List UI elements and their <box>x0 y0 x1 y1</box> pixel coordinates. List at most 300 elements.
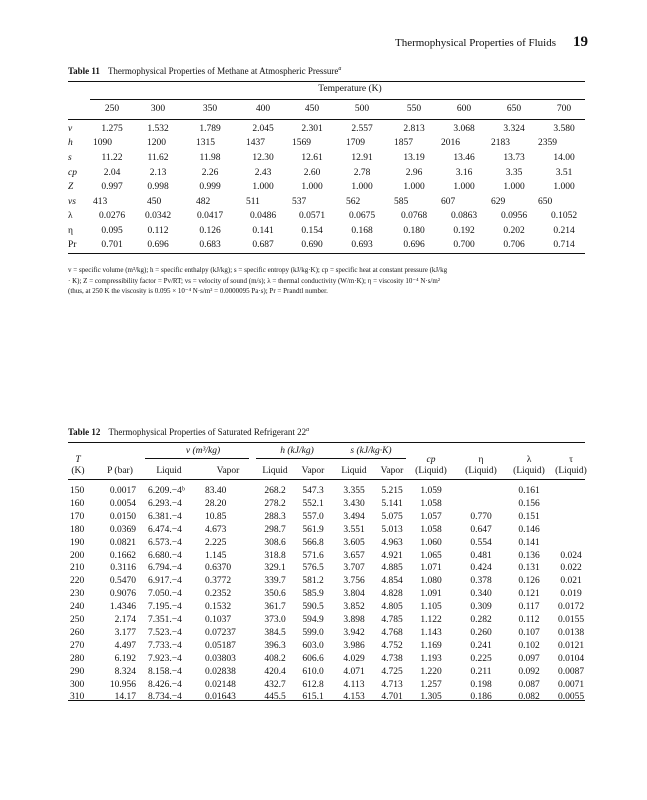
table-cell: 300 <box>70 679 85 690</box>
table-cell: 0.696 <box>147 240 169 250</box>
table-cell: 0.0150 <box>109 511 136 522</box>
table-cell: 4.854 <box>381 576 403 587</box>
table-cell: 160 <box>70 498 85 509</box>
table-cell: 14.00 <box>553 153 575 163</box>
table11-header-rule <box>68 119 585 120</box>
table-cell: 11.98 <box>199 153 221 163</box>
table-cell: 0.202 <box>503 226 525 236</box>
table-cell: 0.481 <box>470 550 492 561</box>
table-cell: 615.1 <box>302 692 324 703</box>
table-cell: 2016 <box>441 138 460 148</box>
table-cell: 3.16 <box>455 168 473 178</box>
table11-footnote-mark: a <box>338 66 342 72</box>
table-cell: 150 <box>70 486 85 496</box>
table-cell: 5.141 <box>381 498 403 509</box>
table-cell: 8.426.−4 <box>148 679 182 690</box>
table-cell: 361.7 <box>264 602 286 613</box>
table-cell: 310 <box>70 692 85 703</box>
header-eta-liquid: (Liquid) <box>465 466 497 476</box>
table-cell: 1.143 <box>420 627 442 638</box>
table-cell: 1.091 <box>420 589 442 600</box>
table-cell: 10.956 <box>109 679 136 690</box>
table-cell: 278.2 <box>264 498 286 509</box>
table-cell: 0.0369 <box>109 524 136 535</box>
table-cell: 0.3116 <box>110 563 136 574</box>
table-cell: 1.305 <box>420 692 442 703</box>
table-cell: 220 <box>70 576 85 587</box>
table12-caption <box>68 427 309 437</box>
table-cell: 3.942 <box>343 627 365 638</box>
table-cell: 552.1 <box>302 498 324 509</box>
table-cell: 280 <box>70 653 85 664</box>
table-cell: 0.154 <box>301 226 323 236</box>
table-cell: 0.1532 <box>205 602 232 613</box>
table-cell: 0.554 <box>470 537 492 548</box>
table-cell: 2.225 <box>205 537 227 548</box>
table-cell: 2.96 <box>405 168 423 178</box>
table-cell: 599.0 <box>302 627 324 638</box>
table-cell: 3.068 <box>453 124 475 134</box>
table-cell: 0.121 <box>518 589 540 600</box>
table12-title: Thermophysical Properties of Saturated Refrigerant 22 <box>108 427 307 437</box>
table-cell: 4.153 <box>343 692 365 703</box>
table-cell: 396.3 <box>264 640 286 651</box>
table-cell: 13.73 <box>503 153 525 163</box>
table-cell: 650 <box>538 197 553 207</box>
table-cell: 2.174 <box>114 615 136 625</box>
table-cell: 170 <box>70 511 85 522</box>
header-h-liquid: Liquid <box>262 466 288 476</box>
table-cell: 585 <box>394 197 409 207</box>
table-cell: 1.057 <box>420 511 442 522</box>
table-cell: 0.225 <box>470 653 492 664</box>
table-cell: 0.0675 <box>348 211 376 221</box>
table-cell: 629 <box>491 197 506 207</box>
header-s-liquid: Liquid <box>341 466 367 476</box>
table-cell: 11.62 <box>147 153 169 163</box>
table-cell: 571.6 <box>302 550 324 561</box>
table-cell: 2.557 <box>351 124 373 134</box>
table-cell: 557.0 <box>302 511 324 522</box>
table-cell: 240 <box>70 602 85 613</box>
table-cell: 4.768 <box>381 627 403 638</box>
table-cell: 12.91 <box>351 153 373 163</box>
table-cell: 0.07237 <box>205 627 236 638</box>
table-cell: 4.725 <box>381 666 403 677</box>
table-cell: 0.693 <box>351 240 373 250</box>
table-cell: 0.696 <box>403 240 425 250</box>
table11-group-rule <box>90 99 585 100</box>
table-cell: 1.065 <box>420 550 442 561</box>
table-cell: 3.35 <box>505 168 523 178</box>
table-cell: 7.050.−4 <box>148 589 182 600</box>
table-cell: 1.532 <box>147 124 169 134</box>
table-cell: 0.0571 <box>298 211 326 221</box>
table-cell: 585.9 <box>302 589 324 600</box>
table-cell: 8.734.−4 <box>148 692 182 703</box>
table-cell: 1.4346 <box>109 602 136 613</box>
table-cell: 0.714 <box>553 240 575 250</box>
table-cell: 0.998 <box>147 182 169 192</box>
table-cell: 607 <box>441 197 456 207</box>
table11-caption <box>68 66 341 76</box>
footnote-line: (thus, at 250 K the viscosity is 0.095 × 10⁻⁴ N·s/m² = 0.0000095 Pa·s); Pr = Prandtl number. <box>68 287 328 295</box>
table-cell: 8.324 <box>114 666 136 677</box>
table12-footnote-mark: a <box>306 427 310 433</box>
table-cell: 5.075 <box>381 511 403 522</box>
table-cell: 180 <box>70 524 85 535</box>
table-cell: 373.0 <box>264 615 286 625</box>
table-cell: 1.080 <box>420 576 442 587</box>
table-cell: 4.963 <box>381 537 403 548</box>
table-cell: 0.198 <box>470 679 492 690</box>
table-cell: 1.000 <box>553 182 575 192</box>
table-cell: 1.060 <box>420 537 442 548</box>
table-cell: 0.02838 <box>205 666 236 677</box>
table-cell: 200 <box>70 550 85 561</box>
table-cell: 6.293.−4 <box>148 498 182 509</box>
table-cell: 3.551 <box>343 524 365 535</box>
table-cell: 7.923.−4 <box>148 653 182 664</box>
header-cp-liquid: (Liquid) <box>415 466 447 476</box>
table-cell: 6.474.−4 <box>148 524 182 535</box>
table-cell: 1315 <box>196 138 215 148</box>
table-cell: 288.3 <box>264 511 286 522</box>
table-cell: 0.05187 <box>205 640 236 651</box>
table-cell: 12.30 <box>252 153 274 163</box>
table-cell: 0.706 <box>503 240 525 250</box>
table-cell: 0.102 <box>518 640 540 651</box>
table-cell: 0.647 <box>470 524 492 535</box>
table-cell: 1.257 <box>420 679 442 690</box>
table-cell: 1.275 <box>101 124 123 134</box>
table-cell: 3.657 <box>343 550 365 561</box>
table-cell: 290 <box>70 666 85 677</box>
table-cell: 329.1 <box>264 563 286 574</box>
table-cell: 0.112 <box>147 226 169 236</box>
table-cell: 6.573.−4 <box>148 537 182 548</box>
table-cell: 547.3 <box>302 486 324 496</box>
table-cell: 594.9 <box>302 615 324 625</box>
table-cell: 4.738 <box>381 653 403 664</box>
table-cell: 0.024 <box>560 550 582 561</box>
temperature-header: 250 <box>104 104 120 114</box>
table-cell: 0.0121 <box>557 640 585 651</box>
row-symbol: vs <box>68 197 76 207</box>
table11-label: Table 11 <box>68 66 100 76</box>
table-cell: 6.209.−4ᵇ <box>148 486 185 496</box>
table11-bottom-rule <box>68 253 585 254</box>
table-cell: 0.0017 <box>109 486 136 496</box>
table-cell: 0.211 <box>470 666 492 677</box>
table-cell: 0.0863 <box>450 211 478 221</box>
row-symbol: Z <box>68 182 74 192</box>
page-number: 19 <box>573 34 588 50</box>
temperature-header: 700 <box>556 104 572 114</box>
table-cell: 0.997 <box>101 182 123 192</box>
table-cell: 4.885 <box>381 563 403 574</box>
table-cell: 339.7 <box>264 576 286 587</box>
table-cell: 0.0172 <box>557 602 585 613</box>
table-cell: 3.605 <box>343 537 365 548</box>
table-cell: 4.805 <box>381 602 403 613</box>
table-cell: 4.921 <box>381 550 403 561</box>
table-cell: 0.156 <box>518 498 540 509</box>
table-cell: 0.01643 <box>205 692 236 703</box>
table-cell: 0.136 <box>518 550 540 561</box>
table-cell: 2.04 <box>103 168 121 178</box>
table-cell: 0.0155 <box>557 615 585 625</box>
table-cell: 5.215 <box>381 486 403 496</box>
table11-title: Thermophysical Properties of Methane at Atmospheric Pressure <box>107 66 339 76</box>
table-cell: 4.029 <box>343 653 365 664</box>
table-cell: 610.0 <box>302 666 324 677</box>
table-cell: 6.794.−4 <box>148 563 182 574</box>
group-rule-h <box>256 458 336 459</box>
table-cell: 3.986 <box>343 640 365 651</box>
table-cell: 0.097 <box>518 653 540 664</box>
table-cell: 0.192 <box>453 226 475 236</box>
table-cell: 268.2 <box>264 486 286 496</box>
table-cell: 0.161 <box>518 486 540 496</box>
table-cell: 1.789 <box>199 124 221 134</box>
table-cell: 1.193 <box>420 653 442 664</box>
table-cell: 0.6370 <box>205 563 232 574</box>
table-cell: 5.013 <box>381 524 403 535</box>
table-cell: 3.355 <box>343 486 365 496</box>
row-symbol: Pr <box>68 240 77 250</box>
table-cell: 1.000 <box>403 182 425 192</box>
table-cell: 3.177 <box>114 627 136 638</box>
table-cell: 3.804 <box>343 589 365 600</box>
table-cell: 230 <box>70 589 85 600</box>
table-cell: 0.021 <box>560 576 582 587</box>
temperature-header: 650 <box>506 104 522 114</box>
table-cell: 6.917.−4 <box>148 576 182 587</box>
row-symbol: cp <box>68 168 77 178</box>
table-cell: 1437 <box>246 138 265 148</box>
table-cell: 0.117 <box>518 602 540 613</box>
table-cell: 0.687 <box>252 240 274 250</box>
table-cell: 0.0054 <box>109 498 136 509</box>
temperature-header: 550 <box>406 104 422 114</box>
table-cell: 445.5 <box>264 692 286 703</box>
table-cell: 0.0486 <box>249 211 277 221</box>
table-cell: 482 <box>196 197 211 207</box>
table-cell: 1.000 <box>503 182 525 192</box>
table-cell: 4.785 <box>381 615 403 625</box>
table-cell: 1709 <box>346 138 365 148</box>
table-cell: 0.0821 <box>109 537 136 548</box>
temperature-header: 350 <box>202 104 218 114</box>
table-cell: 0.0104 <box>557 653 585 664</box>
footnote-line: v = specific volume (m³/kg); h = specific enthalpy (kJ/kg); s = specific entropy (kJ/kg·K); cp = specific heat at constant pressure (kJ/kg <box>68 266 448 274</box>
row-symbol: s <box>68 153 72 163</box>
table-cell: 3.494 <box>343 511 365 522</box>
table-cell: 270 <box>70 640 85 651</box>
table-cell: 562 <box>346 197 361 207</box>
table-cell: 6.680.−4 <box>148 550 182 561</box>
header-cp: cp <box>426 455 436 465</box>
table-cell: 0.683 <box>199 240 221 250</box>
group-rule-v <box>145 458 249 459</box>
table-cell: 0.019 <box>560 589 582 600</box>
table-cell: 2.60 <box>303 168 321 178</box>
table11-group-header: Temperature (K) <box>318 84 382 94</box>
table-cell: 0.260 <box>470 627 492 638</box>
table-cell: 2.13 <box>149 168 167 178</box>
footnote-line: · K); Z = compressibility factor = Pv/RT; vs = velocity of sound (m/s); λ = thermal conductivity (W/m·K); η = viscosity 10⁻⁴ N·s/m² <box>68 276 440 285</box>
table-cell: 413 <box>93 197 108 207</box>
table-cell: 260 <box>70 627 85 638</box>
table-cell: 561.9 <box>302 524 324 535</box>
table-cell: 11.22 <box>101 153 123 163</box>
table-cell: 2.43 <box>254 168 272 178</box>
table-cell: 0.999 <box>199 182 221 192</box>
table-cell: 0.131 <box>518 563 540 574</box>
table-cell: 3.756 <box>343 576 365 587</box>
table-cell: 0.9076 <box>109 589 136 600</box>
table-cell: 2.045 <box>252 124 274 134</box>
temperature-header: 600 <box>456 104 472 114</box>
table11-footnote <box>68 265 585 297</box>
table-cell: 4.113 <box>343 679 365 690</box>
table-cell: 83.40 <box>205 486 227 496</box>
table-cell: 1.105 <box>420 602 442 613</box>
table-cell: 0.340 <box>470 589 492 600</box>
table-cell: 318.8 <box>264 550 286 561</box>
table-cell: 0.180 <box>403 226 425 236</box>
running-title: Thermophysical Properties of Fluids <box>394 37 556 49</box>
table-cell: 7.733.−4 <box>148 640 182 651</box>
table-cell: 1857 <box>394 138 413 148</box>
table-cell: 10.85 <box>205 511 227 522</box>
table-cell: 0.214 <box>553 226 575 236</box>
table-cell: 4.497 <box>114 640 136 651</box>
table-cell: 1200 <box>147 138 166 148</box>
table-cell: 0.241 <box>470 640 492 651</box>
table-cell: 612.8 <box>302 679 324 690</box>
table-cell: 2.78 <box>353 168 371 178</box>
table-cell: 0.168 <box>351 226 373 236</box>
table-cell: 6.192 <box>114 653 136 664</box>
table-cell: 3.852 <box>343 602 365 613</box>
table-cell: 1.000 <box>453 182 475 192</box>
table-cell: 0.095 <box>101 226 123 236</box>
header-tau: τ <box>569 455 573 465</box>
table-cell: 0.112 <box>518 615 540 625</box>
table-cell: 1.122 <box>420 615 442 625</box>
table-cell: 0.022 <box>560 563 582 574</box>
table-cell: 14.17 <box>114 692 136 703</box>
row-symbol: h <box>68 138 73 148</box>
table-cell: 0.126 <box>518 576 540 587</box>
temperature-header: 500 <box>354 104 370 114</box>
table-cell: 408.2 <box>264 653 286 664</box>
group-rule-s <box>336 458 406 459</box>
table-cell: 0.092 <box>518 666 540 677</box>
table-cell: 0.0071 <box>557 679 585 690</box>
table12-label: Table 12 <box>68 427 101 437</box>
table-cell: 0.146 <box>518 524 540 535</box>
table-cell: 0.141 <box>518 537 540 548</box>
table-cell: 28.20 <box>205 498 227 509</box>
header-lambda-liquid: (Liquid) <box>513 466 545 476</box>
table-cell: 0.107 <box>518 627 540 638</box>
table-cell: 1.071 <box>420 563 442 574</box>
table-cell: 0.082 <box>518 692 540 703</box>
table-cell: 1569 <box>292 138 311 148</box>
table-cell: 350.6 <box>264 589 286 600</box>
table-cell: 4.701 <box>381 692 403 703</box>
table12-header-rule <box>68 479 585 480</box>
table-cell: 590.5 <box>302 602 324 613</box>
table-cell: 0.309 <box>470 602 492 613</box>
table-cell: 0.151 <box>518 511 540 522</box>
table-cell: 210 <box>70 563 85 574</box>
row-symbol: v <box>68 124 73 134</box>
table-cell: 1.000 <box>351 182 373 192</box>
group-header-v: v (m³/kg) <box>185 446 221 456</box>
table-cell: 0.378 <box>470 576 492 587</box>
table-cell: 603.0 <box>302 640 324 651</box>
table-cell: 308.6 <box>264 537 286 548</box>
table-cell: 0.3772 <box>205 576 232 587</box>
table-cell: 3.430 <box>343 498 365 509</box>
table-cell: 2.26 <box>201 168 219 178</box>
header-lambda: λ <box>526 455 532 465</box>
header-s-vapor: Vapor <box>380 466 404 476</box>
table-cell: 0.1662 <box>109 550 136 561</box>
table-cell: 4.673 <box>205 524 227 535</box>
table-cell: 384.5 <box>264 627 286 638</box>
group-header-s: s (kJ/kg·K) <box>350 446 392 456</box>
temperature-header: 400 <box>255 104 271 114</box>
table-cell: 0.2352 <box>205 589 232 600</box>
group-header-h: h (kJ/kg) <box>280 446 314 456</box>
table-cell: 1.220 <box>420 666 442 677</box>
table-cell: 0.126 <box>199 226 221 236</box>
table-cell: 250 <box>70 615 85 625</box>
table-cell: 0.1037 <box>205 615 232 625</box>
table-cell: 4.828 <box>381 589 403 600</box>
table-cell: 1.058 <box>420 498 442 509</box>
table-cell: 3.51 <box>555 168 573 178</box>
table-cell: 7.195.−4 <box>148 602 182 613</box>
header-v-vapor: Vapor <box>216 466 240 476</box>
table-cell: 7.351.−4 <box>148 615 182 625</box>
header-eta: η <box>478 455 484 465</box>
table-cell: 3.898 <box>343 615 365 625</box>
header-P: P (bar) <box>107 466 133 476</box>
table-cell: 606.6 <box>302 653 324 664</box>
temperature-header: 450 <box>304 104 320 114</box>
table-cell: 13.19 <box>403 153 425 163</box>
table-cell: 0.424 <box>470 563 492 574</box>
table-cell: 0.0768 <box>400 211 428 221</box>
table-cell: 12.61 <box>301 153 323 163</box>
header-tau-liquid: (Liquid) <box>555 466 587 476</box>
table-cell: 566.8 <box>302 537 324 548</box>
header-v-liquid: Liquid <box>156 466 182 476</box>
table-cell: 0.701 <box>101 240 123 250</box>
table-cell: 2.301 <box>301 124 323 134</box>
header-h-vapor: Vapor <box>301 466 325 476</box>
temperature-header: 300 <box>150 104 166 114</box>
table-cell: 0.0342 <box>144 211 172 221</box>
table-cell: 0.0276 <box>98 211 126 221</box>
table-cell: 450 <box>147 197 162 207</box>
